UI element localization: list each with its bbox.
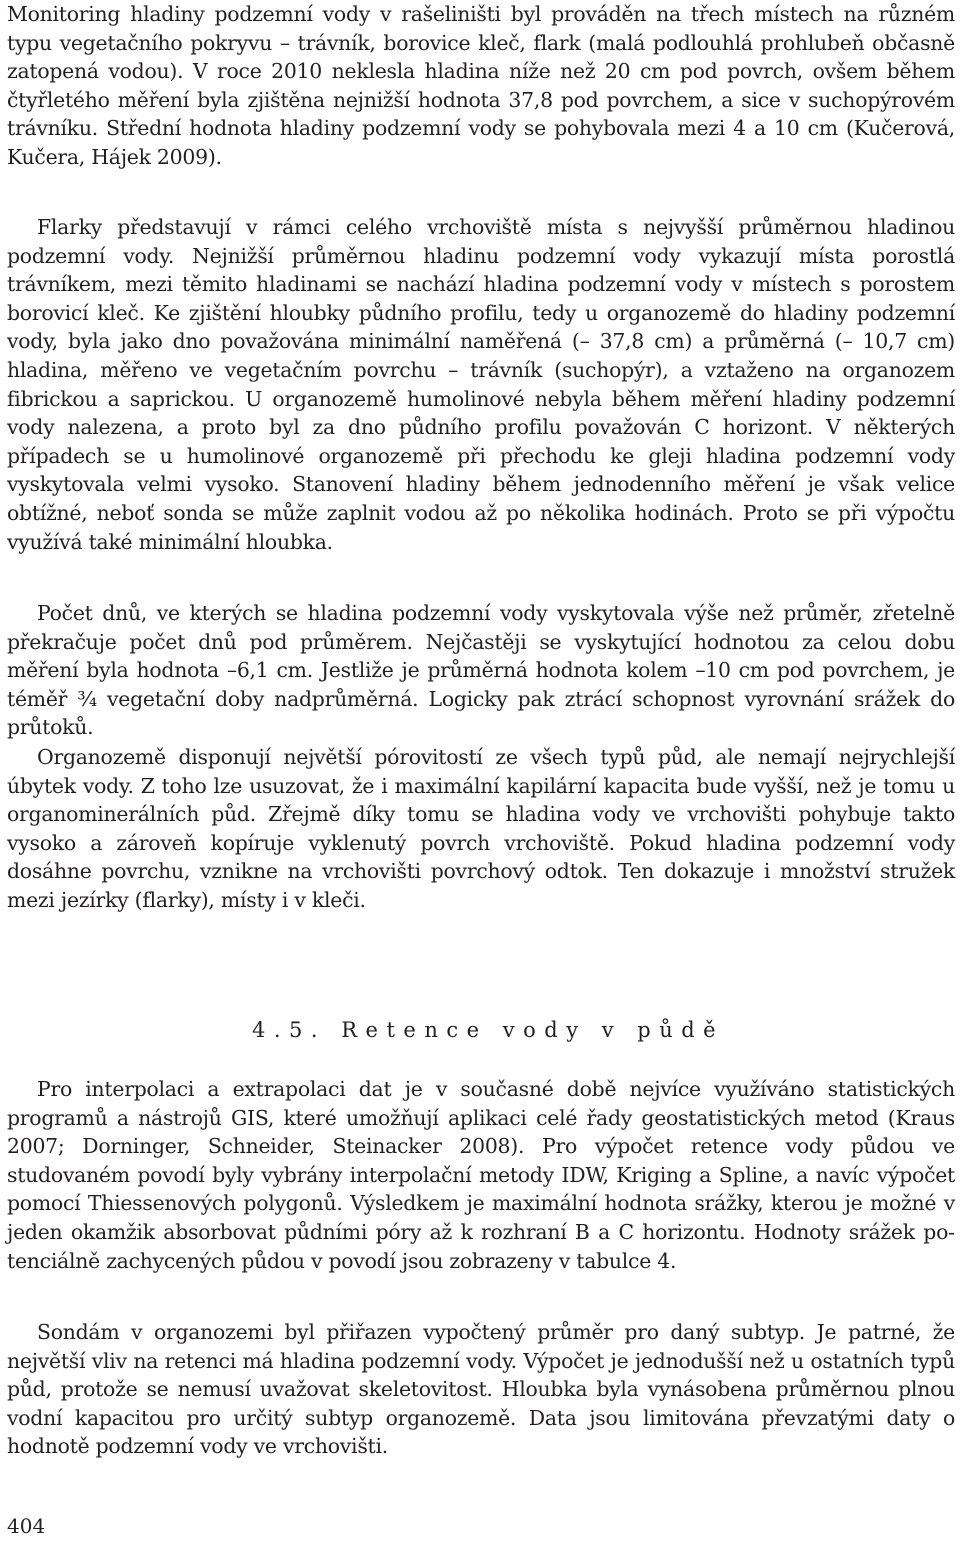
paragraph-groundwater-monitoring: Monitoring hladiny podzemní vody v rašeliništi byl prováděn na třech místech na různém typu vegetačního pokryvu – trávník, borovice kleč, flark (malá podlouhlá prohlubeň občasně zatopená vodou). V roce 2010 neklesla hladina níže než 20 cm pod povrch, ovšem během čtyřletého měření byla zjištěna nejnižší hodnota 37,8 pod povrchem, a sice v suchopýrovém trávníku. Střední hodnota hladiny podzemní vody se pohybovala mezi 4 a 10 cm (Kučerová, Kučera, Hájek 2009). <box>7 2 955 169</box>
paragraph-flarks: Flarky představují v rámci celého vrchoviště místa s nejvyšší průměrnou hladinou podzemní vody. Nejnižší průměrnou hladinu podzemní vody vykazují místa porostlá trávníkem, mezi těmito hladinami se nachází hladina podzemní vody v místech s porostem borovicí kleč. Ke zjištění hloubky půdního profilu, tedy u organozemě do hladiny podzemní vody, byla jako dno považována minimální naměřená (– 37,8 cm) a průměrná (– 10,7 cm) hladina, měřeno ve vegetačním povrchu – trávník (suchopýr), a vztaženo na organozem fibrickou a saprickou. U organozemě humolinové nebyla během měření hladiny podzemní vody nalezena, a proto byl za dno půdního profilu považován C horizont. V některých případech se u humolinové organozemě při přechodu ke gleji hladina podzemní vody vyskytovala velmi vysoko. Stanovení hladiny během jednodenního měření je však velice obtížné, neboť sonda se může zaplnit vodou až po několika hodinách. Proto se při výpočtu využívá také minimální hloubka. <box>7 215 955 554</box>
paragraph-interpolation: Pro interpolaci a extrapolaci dat je v současné době nejvíce využíváno statistických programů a nástrojů GIS, které umožňují aplikaci celé řady geostatistických metod (Kraus 2007; Dorninger, Schneider, Steinacker 2008). Pro výpočet retence vody půdou ve studovaném povodí byly vybrány interpolační metody IDW, Kriging a Spline, a navíc výpočet pomocí Thiessenových polygonů. Výsledkem je maximální hodnota srážky, kterou je možné v jeden okamžik absorbovat půdními póry až k rozhraní B a C horizontu. Hodnoty srážek potenciálně zachycených půdou v povodí jsou zobrazeny v tabulce 4. <box>7 1077 955 1273</box>
paragraph-soil-probes: Sondám v organozemi byl přiřazen vypočtený průměr pro daný subtyp. Je patrné, že největší vliv na retenci má hladina podzemní vody. Výpočet je jednodušší než u ostatních typů půd, protože se nemusí uvažovat skeletovitost. Hloubka byla vynásobena průměrnou plnou vodní kapacitou pro určitý subtyp organozemě. Data jsou limitována převzatými daty o hodnotě podzemní vody ve vrchovišti. <box>7 1320 955 1459</box>
section-heading: 4.5. Retence vody v půdě <box>252 1018 725 1042</box>
page-number: 404 <box>7 1514 46 1538</box>
paragraph-days-count: Počet dnů, ve kterých se hladina podzemní vody vyskytovala výše než průměr, zřetelně překračuje počet dnů pod průměrem. Nejčastěji se vyskytující hodnotou za celou dobu měření byla hodnota –6,1 cm. Jestliže je průměrná hodnota kolem –10 cm pod povrchem, je téměř ¾ vegetační doby nadprůměrná. Logicky pak ztrácí schopnost vyrovnání srážek do průtoků. <box>7 601 955 740</box>
paragraph-porosity: Organozemě disponují největší pórovitostí ze všech typů půd, ale nemají nejrychlejší úbytek vody. Z toho lze usuzovat, že i maximální kapilární kapacita bude vyšší, než je tomu u organominerálních půd. Zřejmě díky tomu se hladina vody ve vrchovišti pohybuje takto vysoko a zároveň kopíruje vyklenutý povrch vrchoviště. Pokud hladina podzemní vody dosáhne povrchu, vznikne na vrchovišti povrchový odtok. Ten dokazuje i množství stružek mezi jezírky (flarky), místy i v kleči. <box>7 745 955 912</box>
